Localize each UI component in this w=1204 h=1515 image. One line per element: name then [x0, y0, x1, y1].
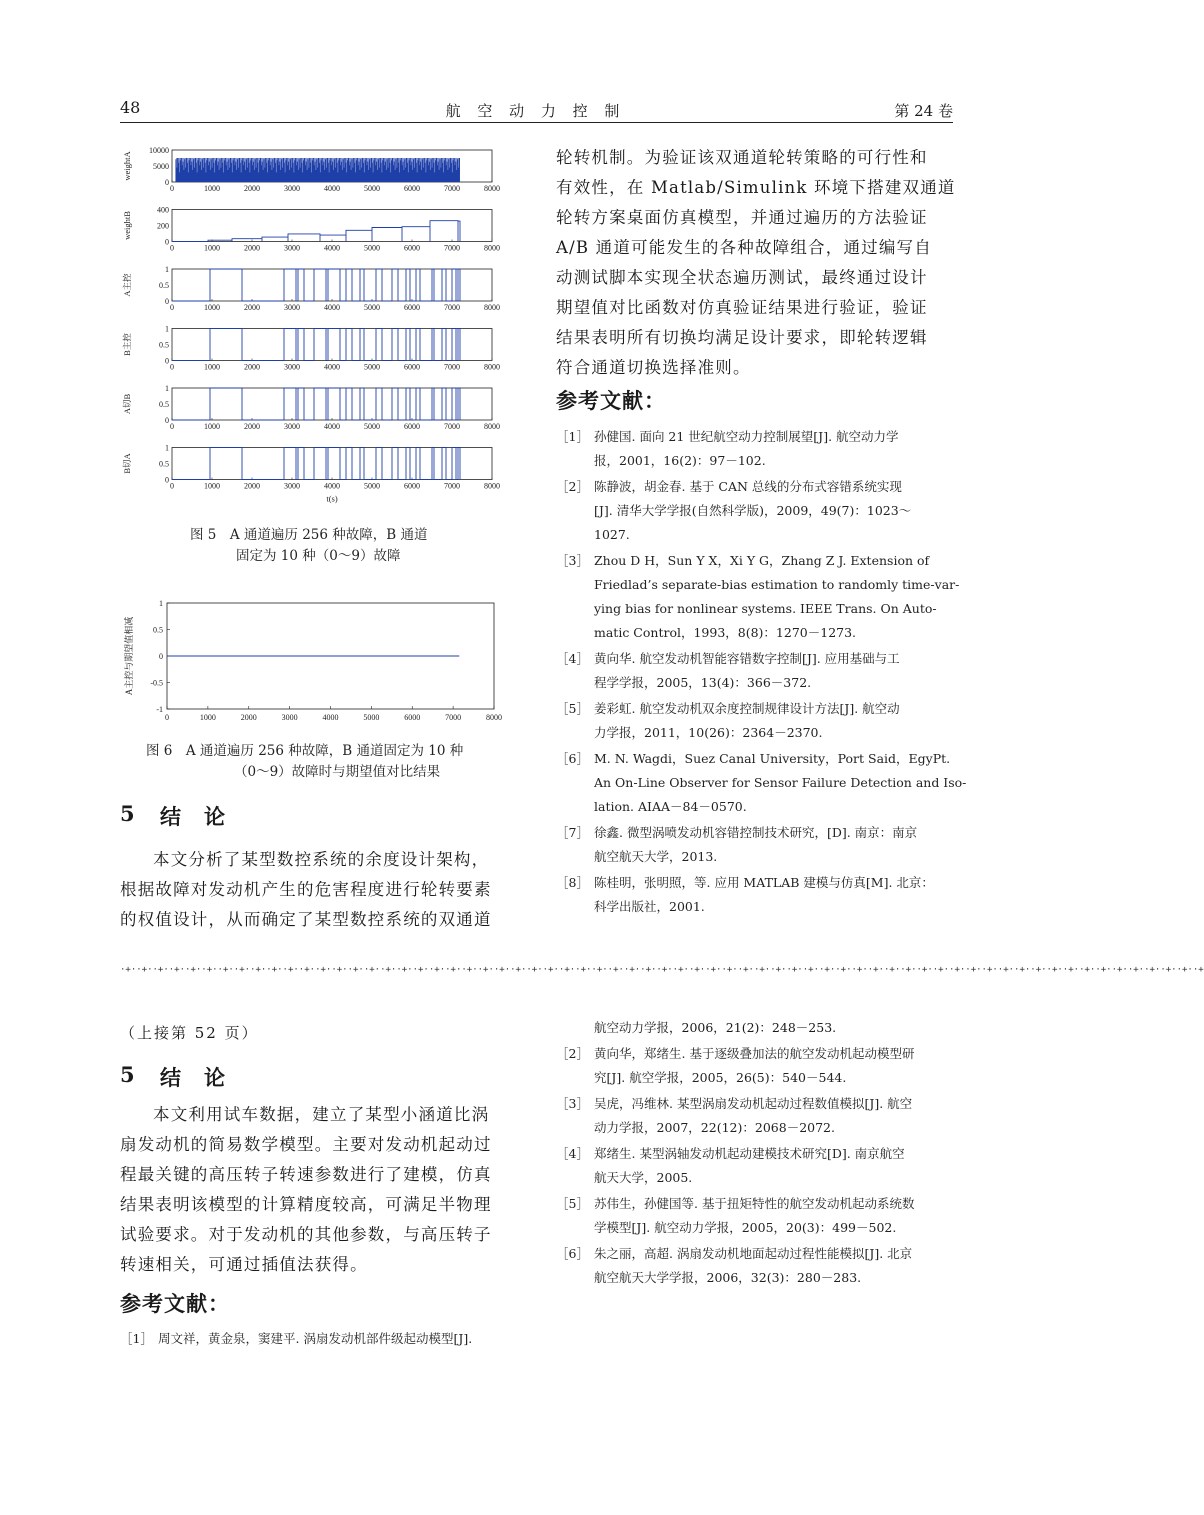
y-tick-label: -1: [156, 705, 163, 714]
reference-text: 周文祥，黄金泉，窦建平. 涡扇发动机部件级起动模型[J].: [158, 1331, 473, 1346]
x-tick-label: 3000: [281, 713, 298, 722]
upper-right-line: 结果表明所有切换均满足设计要求，即轮转逻辑: [556, 328, 928, 347]
x-tick-label: 5000: [364, 184, 380, 193]
figure-5-caption-line2: 固定为 10 种（0～9）故障: [236, 548, 401, 564]
section-number-lower: 5: [120, 1062, 136, 1087]
figure-5-chart: [110, 140, 520, 515]
x-tick-label: 5000: [364, 422, 380, 431]
y-tick-label: 0: [165, 416, 169, 425]
y-tick-label: -0.5: [150, 678, 163, 688]
reference-item: [556, 647, 956, 695]
x-tick-label: 7000: [444, 422, 460, 431]
switch-series: [172, 329, 460, 361]
reference-text: 徐鑫. 微型涡喷发动机容错控制技术研究，[D]. 南京：南京 航空航天大学，2013.: [594, 825, 918, 864]
reference-number: ［2］: [556, 479, 589, 494]
x-axis-label: t(s): [326, 493, 338, 504]
reference-text: 黄向华，郑绪生. 基于逐级叠加法的航空发动机起动模型研 究[J]. 航空学报，2005，26(5)：540－544.: [594, 1046, 915, 1085]
x-tick-label: 0: [165, 713, 169, 722]
subplot-frame: [172, 448, 492, 480]
y-axis-label: A主控与期望值相减: [124, 616, 134, 696]
upper-right-line: 动测试脚本实现全状态遍历测试，最终通过设计: [556, 268, 928, 287]
references-title: 参考文献：: [556, 388, 666, 413]
x-tick-label: 8000: [484, 362, 500, 372]
x-tick-label: 8000: [484, 243, 500, 253]
journal-title: 航 空 动 力 控 制: [445, 102, 626, 120]
lower-left-line: 转速相关，可通过插值法获得。: [120, 1255, 368, 1274]
x-tick-label: 3000: [284, 303, 300, 312]
section-title-lower: 结 论: [160, 1065, 226, 1090]
x-tick-label: 5000: [364, 481, 380, 491]
lower-left-line: 程最关键的高压转子转速参数进行了建模，仿真: [120, 1165, 492, 1184]
y-axis-label: A主控: [122, 273, 132, 297]
x-tick-label: 2000: [244, 243, 260, 253]
y-tick-label: 400: [157, 205, 169, 215]
reference-item: [556, 425, 956, 473]
y-tick-label: 0.5: [159, 281, 169, 290]
reference-item: [556, 871, 956, 919]
upper-right-line: 轮转机制。为验证该双通道轮转策略的可行性和: [556, 148, 928, 167]
reference-number: ［6］: [556, 751, 589, 766]
y-tick-label: 1: [165, 443, 169, 453]
y-tick-label: 0.5: [159, 459, 169, 469]
x-tick-label: 6000: [404, 713, 421, 722]
reference-number: ［5］: [556, 701, 589, 716]
page-number: 48: [120, 98, 141, 117]
section-title: 结 论: [160, 804, 226, 829]
reference-item: [120, 1327, 530, 1351]
x-tick-label: 8000: [484, 481, 500, 491]
subplot-frame: [172, 210, 492, 242]
x-tick-label: 0: [170, 422, 174, 431]
reference-text: 陈静波，胡金春. 基于 CAN 总线的分布式容错系统实现 [J]. 清华大学学报(自然科学版)，2009，49(7)：1023～ 1027.: [594, 479, 912, 542]
y-tick-label: 1: [165, 265, 169, 274]
x-tick-label: 7000: [444, 362, 460, 372]
x-tick-label: 6000: [404, 184, 420, 193]
volume-label: 第 24 卷: [894, 102, 953, 120]
x-tick-label: 7000: [445, 713, 462, 722]
x-tick-label: 7000: [444, 184, 460, 193]
y-tick-label: 0: [165, 237, 169, 247]
x-tick-label: 2000: [244, 184, 260, 193]
reference-text: 吴虎，冯维林. 某型涡扇发动机起动过程数值模拟[J]. 航空 动力学报，2007，22(12)：2068－2072.: [594, 1096, 913, 1135]
x-tick-label: 1000: [204, 362, 220, 372]
x-tick-label: 3000: [284, 481, 300, 491]
x-tick-label: 1000: [204, 243, 220, 253]
x-tick-label: 6000: [404, 422, 420, 431]
x-tick-label: 4000: [324, 481, 340, 491]
references-title-lower: 参考文献：: [120, 1291, 230, 1316]
lower-left-line: 结果表明该模型的计算精度较高，可满足半物理: [120, 1195, 492, 1214]
x-tick-label: 4000: [322, 713, 339, 722]
y-tick-label: 10000: [149, 146, 169, 155]
upper-right-line: 有效性，在 Matlab/Simulink 环境下搭建双通道: [556, 178, 956, 197]
x-tick-label: 0: [170, 362, 174, 372]
x-tick-label: 5000: [364, 243, 380, 253]
x-tick-label: 2000: [244, 481, 260, 491]
x-tick-label: 4000: [324, 243, 340, 253]
upper-right-line: A/B 通道可能发生的各种故障组合，通过编写自: [556, 238, 932, 257]
x-tick-label: 0: [170, 184, 174, 193]
y-tick-label: 1: [165, 384, 169, 393]
reference-number: ［8］: [556, 875, 589, 890]
x-tick-label: 5000: [364, 303, 380, 312]
reference-number: ［6］: [556, 1246, 589, 1261]
reference-item: [556, 1042, 956, 1090]
x-tick-label: 2000: [240, 713, 257, 722]
weightA-fill: [176, 158, 460, 182]
continued-note: （上接第 52 页）: [120, 1024, 259, 1042]
x-tick-label: 7000: [444, 243, 460, 253]
subplot-frame: [172, 329, 492, 361]
switch-series: [172, 448, 460, 480]
reference-item: [556, 1192, 956, 1240]
conclusion-paragraph-lower: [120, 1100, 518, 1280]
x-tick-label: 3000: [284, 362, 300, 372]
subplot-frame: [172, 388, 492, 420]
section-divider: ·+··+··+··+··+··+··+··+··+··+··+··+··+··+··+··+··+··+··+··+··+··+··+··+··+··+··+··+··+··+··+··+··+··+··+··+··+··+··+··+··+··+··+··+··+··+··+··+··+··+··+··+··+··+··+··+··+··+··+··+··+··+··+··+··+··+··+: [120, 965, 1204, 975]
y-tick-label: 0: [165, 356, 169, 366]
reference-text: 姜彩虹. 航空发动机双余度控制规律设计方法[J]. 航空动 力学报，2011，10(26)：2364－2370.: [594, 701, 900, 740]
y-axis-label: B主控: [122, 333, 132, 356]
reference-text: 黄向华. 航空发动机智能容错数字控制[J]. 应用基础与工 程学学报，2005，13(4)：366－372.: [594, 651, 900, 690]
y-tick-label: 0: [165, 475, 169, 485]
section-number: 5: [120, 801, 136, 826]
x-tick-label: 2000: [244, 303, 260, 312]
x-tick-label: 0: [170, 303, 174, 312]
y-tick-label: 0.5: [153, 625, 163, 635]
x-tick-label: 2000: [244, 362, 260, 372]
x-tick-label: 3000: [284, 243, 300, 253]
y-tick-label: 0.5: [159, 340, 169, 350]
y-tick-label: 0: [165, 297, 169, 306]
x-tick-label: 3000: [284, 422, 300, 431]
x-tick-label: 8000: [484, 184, 500, 193]
conclusion-paragraph: [120, 845, 518, 935]
x-tick-label: 2000: [244, 422, 260, 431]
reference-number: ［4］: [556, 651, 589, 666]
upper-right-line: 期望值对比函数对仿真验证结果进行验证，验证: [556, 298, 928, 317]
x-tick-label: 0: [170, 481, 174, 491]
upper-right-line: 轮转方案桌面仿真模型，并通过遍历的方法验证: [556, 208, 928, 227]
figure-5-caption-line1: 图 5 A 通道遍历 256 种故障，B 通道: [190, 527, 428, 543]
x-tick-label: 8000: [486, 713, 502, 722]
reference-text: 苏伟生，孙健国等. 基于扭矩特性的航空发动机起动系统数 学模型[J]. 航空动力学报，2005，20(3)：499－502.: [594, 1196, 915, 1235]
reference-item: [556, 1242, 956, 1290]
y-tick-label: 5000: [153, 162, 169, 171]
reference-continuation: 航空动力学报，2006，21(2)：248－253.: [594, 1020, 837, 1035]
y-axis-label: A切B: [122, 393, 132, 415]
x-tick-label: 0: [170, 243, 174, 253]
x-tick-label: 8000: [484, 303, 500, 312]
x-tick-label: 1000: [204, 422, 220, 431]
x-tick-label: 5000: [364, 362, 380, 372]
x-tick-label: 6000: [404, 243, 420, 253]
x-tick-label: 4000: [324, 422, 340, 431]
reference-text: 陈桂明，张明照，等. 应用 MATLAB 建模与仿真[M]. 北京： 科学出版社，2001.: [594, 875, 934, 914]
y-tick-label: 0: [165, 178, 169, 187]
figure-6-chart: [110, 595, 520, 735]
y-tick-label: 1: [165, 324, 169, 334]
figure-6-caption-line1: 图 6 A 通道遍历 256 种故障，B 通道固定为 10 种: [146, 743, 464, 759]
reference-item: [556, 475, 956, 547]
x-tick-label: 1000: [204, 303, 220, 312]
y-tick-label: 200: [157, 221, 169, 231]
x-tick-label: 5000: [363, 713, 380, 722]
weightB-series: [172, 221, 460, 242]
x-tick-label: 6000: [404, 481, 420, 491]
reference-number: ［1］: [120, 1331, 153, 1346]
switch-series: [172, 388, 460, 420]
reference-item: [556, 747, 967, 819]
reference-text: 朱之丽，高超. 涡扇发动机地面起动过程性能模拟[J]. 北京 航空航天大学学报，2006，32(3)：280－283.: [594, 1246, 913, 1285]
x-tick-label: 8000: [484, 422, 500, 431]
x-tick-label: 7000: [444, 303, 460, 312]
reference-number: ［1］: [556, 429, 589, 444]
x-tick-label: 1000: [199, 713, 216, 722]
y-tick-label: 0: [159, 652, 163, 661]
x-tick-label: 6000: [404, 303, 420, 312]
y-tick-label: 1: [159, 599, 163, 608]
upper-left-line: 本文分析了某型数控系统的余度设计架构，: [153, 850, 490, 869]
x-tick-label: 1000: [204, 481, 220, 491]
reference-text: 郑绪生. 某型涡轴发动机起动建模技术研究[D]. 南京航空 航天大学，2005.: [594, 1146, 905, 1185]
body-paragraph: [556, 143, 954, 383]
reference-list-lower: [556, 1042, 956, 1285]
figure-6-caption-line2: （0～9）故障时与期望值对比结果: [234, 764, 441, 780]
reference-number: ［3］: [556, 1096, 589, 1111]
x-tick-label: 4000: [324, 303, 340, 312]
header-rule: [120, 122, 953, 123]
reference-number: ［7］: [556, 825, 589, 840]
x-tick-label: 7000: [444, 481, 460, 491]
reference-item: [556, 1092, 956, 1140]
y-axis-label: weightB: [122, 211, 132, 240]
x-tick-label: 3000: [284, 184, 300, 193]
reference-item: [556, 1142, 956, 1190]
y-axis-label: weightA: [122, 151, 132, 181]
y-tick-label: 0.5: [159, 400, 169, 409]
x-tick-label: 6000: [404, 362, 420, 372]
reference-number: ［4］: [556, 1146, 589, 1161]
reference-item: [556, 549, 960, 645]
y-axis-label: B切A: [122, 453, 132, 474]
x-tick-label: 4000: [324, 362, 340, 372]
upper-left-line: 的权值设计，从而确定了某型数控系统的双通道: [120, 910, 492, 929]
reference-number: ［5］: [556, 1196, 589, 1211]
subplot-frame: [172, 269, 492, 301]
reference-text: 孙健国. 面向 21 世纪航空动力控制展望[J]. 航空动力学 报，2001，16(2)：97－102.: [594, 429, 899, 468]
reference-text: Zhou D H，Sun Y X，Xi Y G，Zhang Z J. Extension of Friedlad’s separate-bias estimation to randomly time-var- ying bias for nonlinear systems. IEEE Trans. On Auto- matic Control，1993，8(8)：1270－1273.: [594, 553, 960, 640]
switch-series: [172, 269, 460, 301]
lower-left-line: 试验要求。对于发动机的其他参数，与高压转子: [120, 1225, 492, 1244]
lower-left-line: 本文利用试车数据，建立了某型小涵道比涡: [153, 1105, 490, 1124]
reference-text: M. N. Wagdi，Suez Canal University，Port Said，EgyPt. An On-Line Observer for Sensor Failure Detection and Iso- lation. AIAA－84－0570.: [594, 751, 967, 814]
upper-left-line: 根据故障对发动机产生的危害程度进行轮转要素: [120, 880, 492, 899]
x-tick-label: 1000: [204, 184, 220, 193]
reference-number: ［2］: [556, 1046, 589, 1061]
lower-left-line: 扇发动机的简易数学模型。主要对发动机起动过: [120, 1135, 492, 1154]
reference-item: [556, 821, 956, 869]
upper-right-line: 符合通道切换选择准则。: [556, 358, 751, 377]
x-tick-label: 4000: [324, 184, 340, 193]
reference-list: [556, 425, 967, 914]
reference-item: [556, 697, 956, 745]
reference-number: ［3］: [556, 553, 589, 568]
